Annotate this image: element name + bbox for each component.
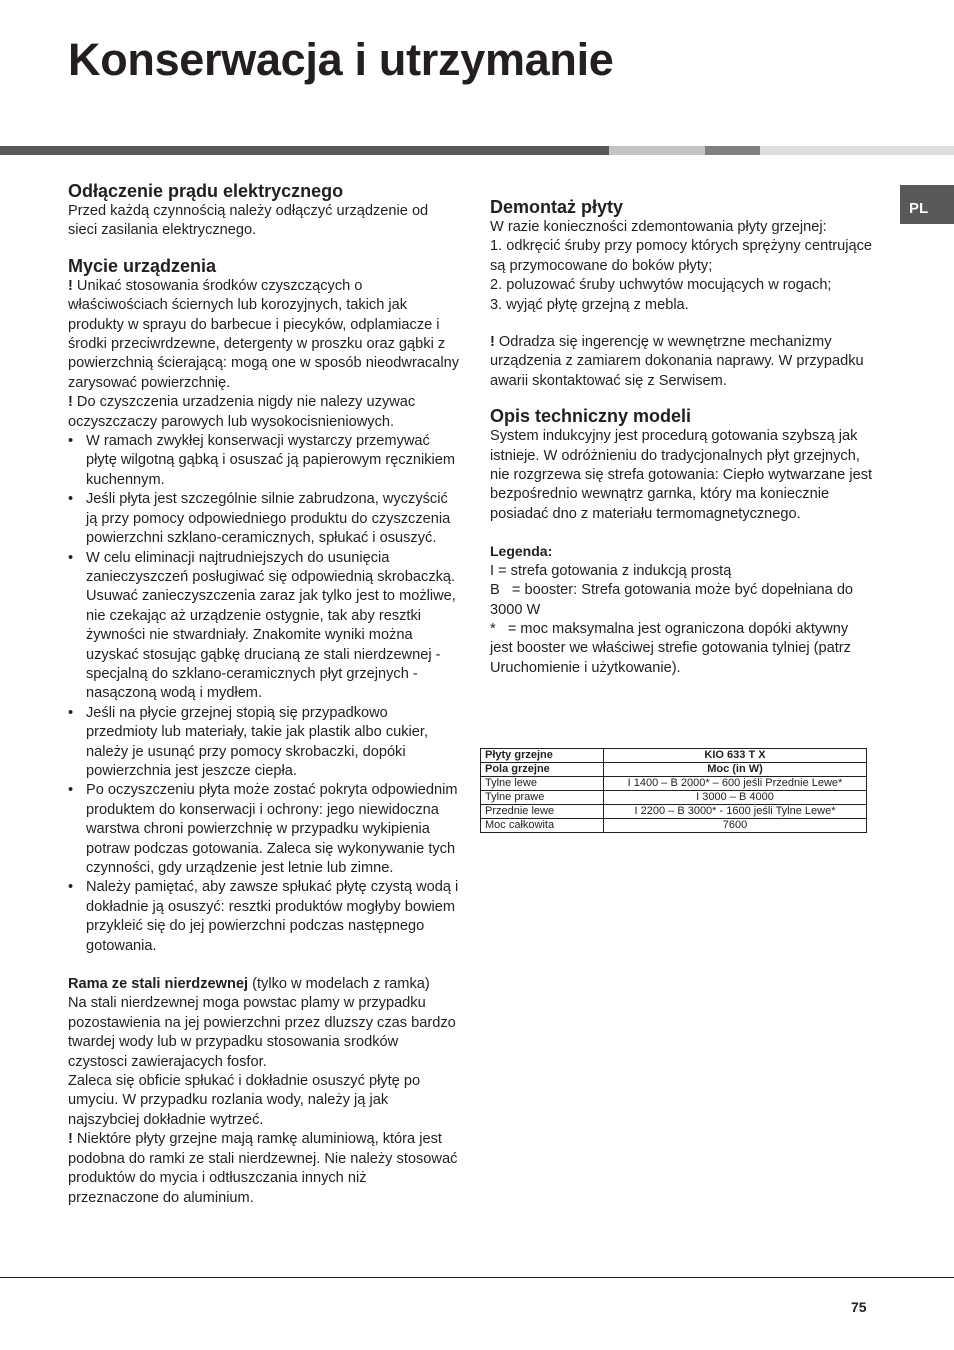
table-cell-label: Moc całkowita <box>481 819 604 833</box>
frame-text-1: Na stali nierdzewnej moga powstac plamy w przypadku pozostawienia na jej powierzchni przez dluzszy czas bardzo twardej wody lub w przypadku stosowania srodków czystosci zawierajacych fosfor. <box>68 995 456 1070</box>
legend-title: Legenda: <box>490 543 553 560</box>
legend-item: I = strefa gotowania z indukcją prostą <box>490 562 732 579</box>
warning-mark: ! <box>490 334 495 351</box>
spec-table <box>480 748 867 833</box>
warning-mark: ! <box>68 1131 73 1148</box>
warning-mark: ! <box>68 277 73 294</box>
removal-heading: Demontaż płyty <box>490 197 624 217</box>
removal-step: 2. poluzować śruby uchwytów mocujących w rogach; <box>490 277 832 294</box>
list-item: • Po oczyszczeniu płyta może zostać pokryta odpowiednim produktem do konserwacji i ochrony: jego niewidoczna warstwa chroni powierzchnię w przypadku wykipienia potraw podczas gotowania. Zaleca się wykonywanie tych czynności, gdy urządzenie jest letnie lub zimne. <box>68 781 460 878</box>
language-tab: PL <box>900 185 954 224</box>
page-number: 75 <box>851 1299 867 1315</box>
list-item: • W ramach zwykłej konserwacji wystarczy przemywać płytę wilgotną gąbką i osuszać ją papierowym ręcznikiem kuchennym. <box>68 432 460 490</box>
footer-rule <box>0 1277 954 1278</box>
warning-text: Unikać stosowania środków czyszczących o właściwościach ściernych lub korozyjnych, takich jak produkty w sprayu do barbecue i piecyków, odplamiacze i środki przeciwrdzewne, detergenty w proszku oraz gąbki z powierzchnią ścierającą: mogą one w sposób nieodwracalny zarysować powierzchnię. <box>68 277 460 391</box>
right-column <box>490 196 874 678</box>
header-bar-dark <box>0 146 609 155</box>
table-cell-label: Tylne prawe <box>481 791 604 805</box>
removal-warning <box>490 333 874 391</box>
table-row <box>481 791 867 805</box>
table-cell-value: 7600 <box>604 819 867 833</box>
frame-label-note: (tylko w modelach z ramka) <box>248 976 430 993</box>
removal-step: 1. odkręcić śruby przy pomocy których sprężyny centrujące są przymocowane do boków płyty; <box>490 238 873 274</box>
list-item: • Jeśli na płycie grzejnej stopią się przypadkowo przedmioty lub materiały, takie jak plastik albo cukier, należy je usunąć przy pomocy skrobaczki, dopóki powierzchnia jest jeszcze ciepła. <box>68 704 460 782</box>
table-cell-label: Tylne lewe <box>481 777 604 791</box>
warning-text: Odradza się ingerencję w wewnętrzne mechanizmy urządzenia z zamiarem dokonania naprawy. W przypadku awarii skontaktować się z Serwisem. <box>490 334 864 389</box>
disconnect-text: Przed każdą czynnością należy odłączyć urządzenie od sieci zasilania elektrycznego. <box>68 203 429 239</box>
frame-warning <box>68 1130 460 1208</box>
tech-heading: Opis techniczny modeli <box>490 406 692 427</box>
list-item: • Należy pamiętać, aby zawsze spłukać płytę czystą wodą i dokładnie ją osuszyć: resztki produktów mogłyby bowiem przykleić się do jej powierzchni podczas następnego gotowania. <box>68 878 460 956</box>
warning-mark: ! <box>68 394 73 411</box>
table-row <box>481 749 867 763</box>
disconnect-heading: Odłączenie prądu elektrycznego <box>68 181 344 201</box>
removal-step: 3. wyjąć płytę grzejną z mebla. <box>490 296 689 313</box>
legend-item: * = moc maksymalna jest ograniczona dopóki aktywny jest booster we właściwej strefie gotowania tylniej (patrz Uruchomienie i użytkowanie). <box>490 620 856 676</box>
table-cell-value: I 2200 – B 3000* - 1600 jeśli Tylne Lewe* <box>604 805 867 819</box>
cleaning-warning-1 <box>68 277 460 393</box>
table-cell-label: Przednie lewe <box>481 805 604 819</box>
table-cell-label: Pola grzejne <box>481 763 604 777</box>
frame-label-line <box>68 975 460 994</box>
list-item: • Jeśli płyta jest szczególnie silnie zabrudzona, wyczyścić ją przy pomocy odpowiedniego produktu do czyszczenia powierzchni szklano-ceramicznych, spłukać i osuszyć. <box>68 490 460 548</box>
header-bar-mid <box>705 146 760 155</box>
frame-text-2: Zaleca się obficie spłukać i dokładnie osuszyć płytę po umyciu. W przypadku rozlania wody, należy ją jak najszybciej dokładnie wytrzeć. <box>68 1073 421 1128</box>
spec-table-body <box>481 749 867 833</box>
table-row <box>481 763 867 777</box>
cleaning-bullet-list <box>68 432 460 956</box>
table-cell-value: Moc (in W) <box>604 763 867 777</box>
tech-text: System indukcyjny jest procedurą gotowania szybszą jak istnieje. W odróżnieniu do tradycjonalnych płyt grzejnych, nie rozgrzewa się strefa gotowania: Ciepło wytwarzane jest bezpośrednio wewnątrz garnka, który ma koniecznie posiadać dno z materiału termomagnetycznego. <box>490 428 873 522</box>
table-cell-value: I 1400 – B 2000* – 600 jeśli Przednie Lewe* <box>604 777 867 791</box>
page-title: Konserwacja i utrzymanie <box>68 34 614 85</box>
table-row <box>481 819 867 833</box>
table-row <box>481 805 867 819</box>
table-cell-label: Płyty grzejne <box>481 749 604 763</box>
table-cell-value: I 3000 – B 4000 <box>604 791 867 805</box>
left-column <box>68 180 460 1208</box>
table-cell-value: KIO 633 T X <box>604 749 867 763</box>
removal-intro: W razie konieczności zdemontowania płyty grzejnej: <box>490 219 827 235</box>
warning-text: Niektóre płyty grzejne mają ramkę aluminiową, która jest podobna do ramki ze stali nierdzewnej. Nie należy stosować produktów do mycia i odtłuszczania innych niż przeznaczone do aluminium. <box>68 1131 458 1206</box>
warning-text: Do czyszczenia urzadzenia nigdy nie nalezy uzywac oczyszczaczy parowych lub wysokocisnieniowych. <box>68 394 416 430</box>
header-bar-light <box>609 146 705 155</box>
legend-item: B = booster: Strefa gotowania może być dopełniana do 3000 W <box>490 582 858 618</box>
header-bar-pale <box>760 146 954 155</box>
list-item: • W celu eliminacji najtrudniejszych do usunięcia zanieczyszczeń posługiwać się odpowiednią skrobaczką. Usuwać zanieczyszczenia zaraz jak tylko jest to możliwe, nie czekając aż urządzenie ostygnie, tak aby resztki żywności nie stwardniały. Znakomite wyniki można uzyskać stosując gąbkę drucianą ze stali nierdzewnej - specjalną do szklano-ceramicznych płyt grzejnych - nasączoną wodą i mydłem. <box>68 549 460 704</box>
frame-label: Rama ze stali nierdzewnej <box>68 976 249 993</box>
cleaning-warning-2 <box>68 393 460 432</box>
table-row <box>481 777 867 791</box>
cleaning-heading: Mycie urządzenia <box>68 255 217 276</box>
